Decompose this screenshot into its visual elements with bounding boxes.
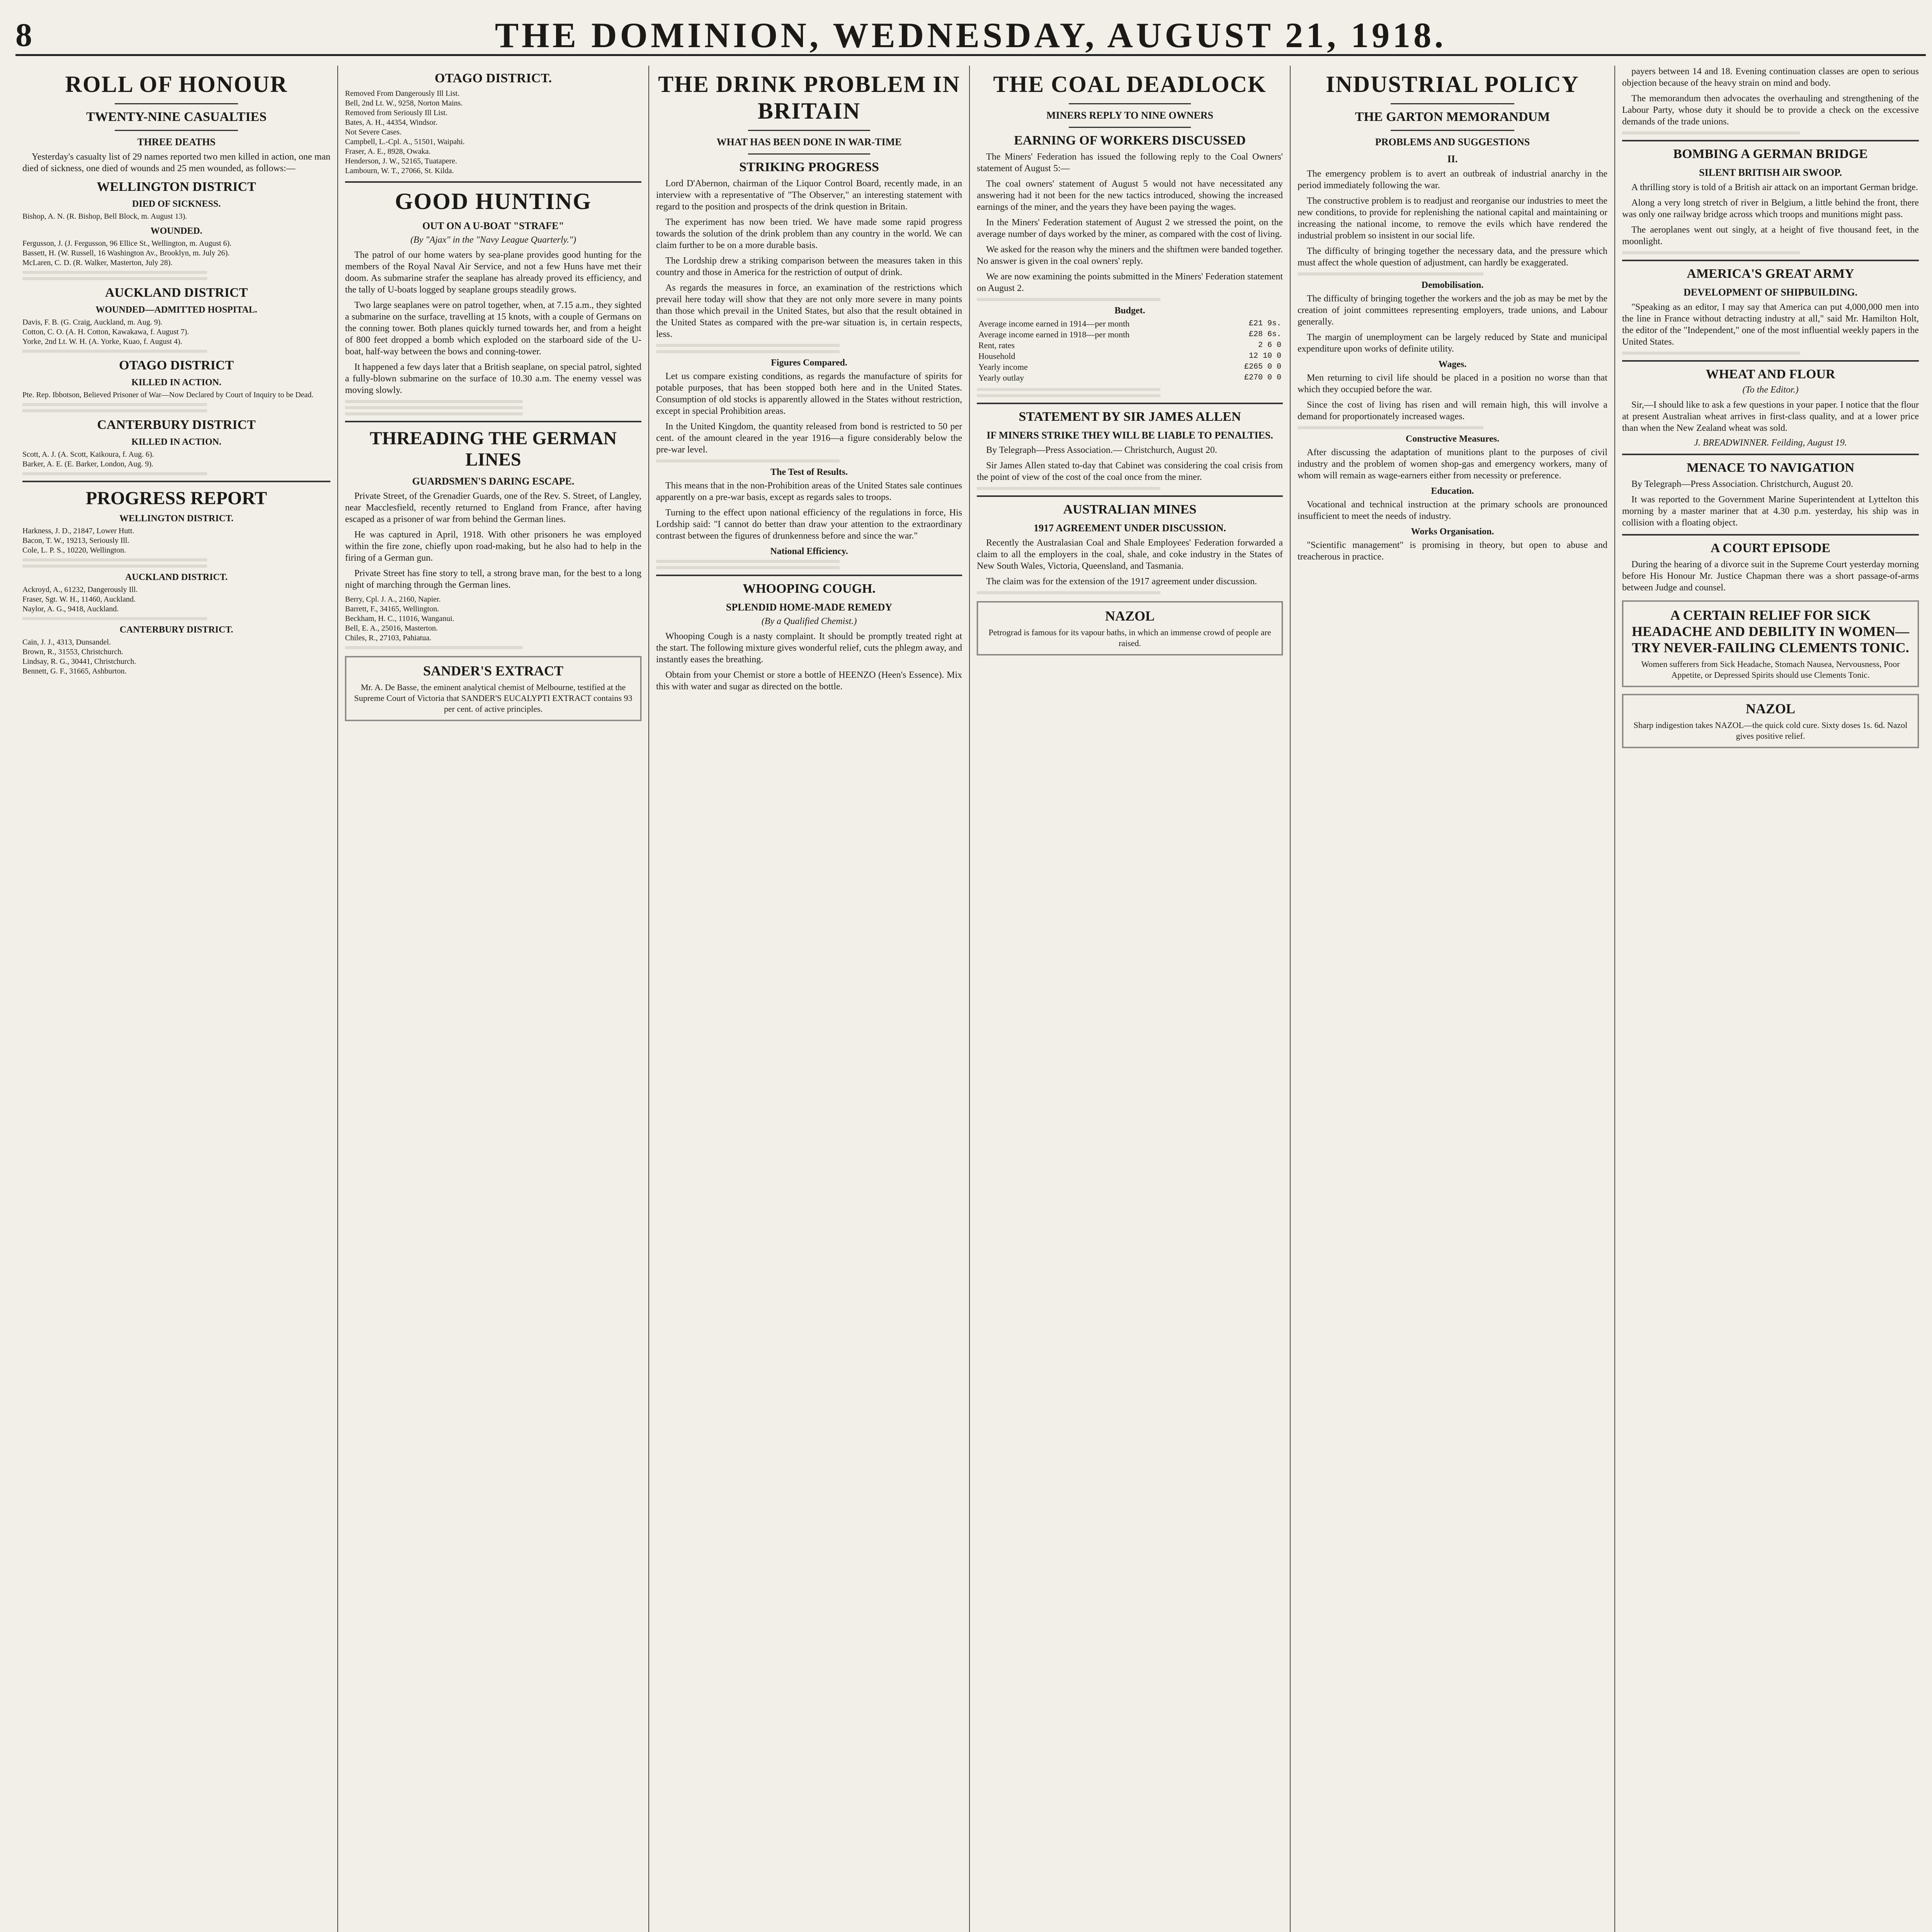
section-heading: OTAGO DISTRICT [119, 358, 234, 372]
list-item: Fergusson, J. (J. Fergusson, 96 Ellice St., Wellington, m. August 6). [22, 239, 232, 248]
text-filler [1622, 352, 1919, 355]
paragraph: Let us compare existing conditions, as regards the manufacture of spirits for potable purposes, that has been stopped both here and in the United States. Consumption of old stocks is apparently allowed in the States without restriction, except in special Prohibition areas. [656, 371, 962, 416]
list-item: Cotton, C. O. (A. H. Cotton, Kawakawa, f. August 7). [22, 328, 189, 336]
casualty-list [22, 390, 330, 400]
table-row [977, 351, 1283, 362]
text-filler [345, 412, 641, 415]
list-item: Bell, 2nd Lt. W., 9258, Norton Mains. [345, 99, 463, 107]
section-subheading: Figures Compared. [771, 358, 847, 368]
column-industrial-policy [1291, 66, 1615, 1932]
row-label: Household [978, 351, 1015, 361]
text-filler [656, 560, 962, 563]
divider [1391, 103, 1515, 104]
section-subheading: Demobilisation. [1421, 280, 1484, 290]
casualty-list [22, 318, 330, 347]
casualty-list [22, 450, 330, 469]
list-item: Cole, L. P. S., 10220, Wellington. [22, 546, 126, 554]
text-filler [22, 565, 330, 568]
text-filler [977, 487, 1283, 490]
subheadline: STRIKING PROGRESS [739, 160, 879, 174]
divider [1622, 360, 1919, 362]
paragraph: The claim was for the extension of the 1917 agreement under discussion. [986, 577, 1257, 587]
divider [345, 181, 641, 183]
text-filler [22, 350, 330, 353]
paragraph: The emergency problem is to avert an outbreak of industrial anarchy in the period immediately following the war. [1298, 169, 1607, 190]
section-subheading: AUCKLAND DISTRICT. [125, 572, 228, 582]
paragraph: Along a very long stretch of river in Belgium, a little behind the front, there was only one railway bridge across which troops and munitions might pass. [1622, 198, 1919, 219]
text-filler [345, 400, 641, 403]
text-filler [977, 394, 1283, 397]
list-item: Bell, E. A., 25016, Masterton. [345, 624, 438, 633]
section-subheading: The Test of Results. [770, 467, 848, 477]
casualty-list [22, 212, 330, 221]
ad-title: NAZOL [1745, 701, 1796, 716]
text-filler [22, 558, 330, 561]
section-subheading: Budget. [1114, 306, 1145, 316]
paragraph: The memorandum then advocates the overhauling and strengthening of the Labour Party, whose duty it should be to provide a check on the excessive demands of the trade unions. [1622, 94, 1919, 127]
row-value: £28 6s. [1248, 330, 1281, 339]
paragraph: The difficulty of bringing together the workers and the job as may be met by the creation of joint committees representing employers, trade unions, and Labour generally. [1298, 294, 1607, 327]
paragraph: This means that in the non-Prohibition areas of the United States sale continues apparently on a pre-war basis, except as regards sales to troops. [656, 481, 962, 502]
text-filler [22, 277, 330, 280]
list-item: Barrett, F., 34165, Wellington. [345, 605, 439, 613]
list-item: Lindsay, R. G., 30441, Christchurch. [22, 657, 136, 666]
text-filler [22, 472, 330, 475]
list-item: Lambourn, W. T., 27066, St. Kilda. [345, 167, 454, 175]
text-filler [22, 271, 330, 274]
column-roll-of-honour [15, 66, 338, 1932]
headline: A COURT EPISODE [1711, 541, 1830, 555]
list-item: Brown, R., 31553, Christchurch. [22, 648, 124, 656]
list-item: Henderson, J. W., 52165, Tuatapere. [345, 157, 457, 165]
paragraph: The constructive problem is to readjust and reorganise our industries to meet the new conditions, to provide for replenishing the national capital and maintaining or increasing the national income, to remove the evils which have rendered the industrial problem so insistent in our social life. [1298, 196, 1607, 241]
section-subheading: KILLED IN ACTION. [131, 437, 221, 447]
headline: INDUSTRIAL POLICY [1326, 71, 1579, 97]
subheadline: SILENT BRITISH AIR SWOOP. [1699, 167, 1842, 178]
section-subheading: CANTERBURY DISTRICT. [119, 625, 233, 635]
section-subheading: DIED OF SICKNESS. [132, 199, 221, 209]
columns [15, 66, 1926, 1932]
ad-text: Sharp indigestion takes NAZOL—the quick cold cure. Sixty doses 1s. 6d. Nazol gives positive relief. [1633, 720, 1908, 741]
headline: MENACE TO NAVIGATION [1687, 461, 1854, 475]
section-subheading: National Efficiency. [770, 546, 848, 556]
section-subheading: Wages. [1438, 359, 1467, 369]
subheadline: 1917 AGREEMENT UNDER DISCUSSION. [1034, 522, 1226, 534]
list-item: Removed from Seriously Ill List. [345, 109, 447, 117]
newspaper-banner: THE DOMINION, WEDNESDAY, AUGUST 21, 1918. [495, 15, 1447, 55]
list-item: Berry, Cpl. J. A., 2160, Napier. [345, 595, 441, 604]
list-item: Cain, J. J., 4313, Dunsandel. [22, 638, 111, 646]
divider [1069, 103, 1191, 104]
divider [1622, 260, 1919, 261]
byline: (By a Qualified Chemist.) [761, 616, 857, 626]
paragraph: The margin of unemployment can be largely reduced by State and municipal expenditure upon works of definite utility. [1298, 332, 1607, 354]
list-item: Bennett, G. F., 31665, Ashburton. [22, 667, 127, 675]
text-filler [22, 403, 330, 406]
paragraph: He was captured in April, 1918. With other prisoners he was employed within the fire zone, chiefly upon road-making, but he also had to help in the firing of a German gun. [345, 530, 641, 563]
masthead [15, 12, 1926, 56]
paragraph: Sir,—I should like to ask a few questions in your paper. I notice that the flour at present Australian wheat arrives in first-class quality, and at a lower price than when the New Zealand wheat was sold. [1622, 400, 1919, 433]
list-item: McLaren, C. D. (R. Walker, Masterton, July 28). [22, 259, 173, 267]
headline: ROLL OF HONOUR [65, 71, 288, 97]
paragraph: A thrilling story is told of a British air attack on an important German bridge. [1631, 182, 1918, 192]
subheadline: OUT ON A U-BOAT "STRAFE" [422, 220, 564, 231]
row-label: Average income earned in 1918—per month [978, 330, 1130, 339]
subheadline: TWENTY-NINE CASUALTIES [86, 110, 267, 124]
paragraph: It happened a few days later that a British seaplane, on special patrol, sighted a fully-blown submarine on the surface of 10.30 a.m. The enemy vessel was moving slowly. [345, 362, 641, 395]
section-subheading: WOUNDED. [150, 226, 202, 236]
paragraph: The experiment has now been tried. We have made some rapid progress towards the solution of the drink problem than any country in the world. We can claim further to be on a more durable basis. [656, 217, 962, 250]
subheadline: EARNING OF WORKERS DISCUSSED [1014, 133, 1246, 148]
section-subheading: Works Organisation. [1411, 527, 1494, 537]
table-row [977, 372, 1283, 383]
paragraph: After discussing the adaptation of munitions plant to the purposes of civil industry and the problem of women shop-gas and emergency workers, many of whom will remain as wage-earners either from necessity or preference. [1298, 447, 1607, 481]
advertisement [1622, 694, 1919, 748]
list-item: Fraser, Sgt. W. H., 11460, Auckland. [22, 595, 136, 604]
table-row [977, 362, 1283, 372]
paragraph: We asked for the reason why the miners and the shiftmen were banded together. No answer is given in the coal owners' reply. [977, 245, 1283, 266]
paragraph: Since the cost of living has risen and will remain high, this will involve a demand for proportionately increased wages. [1298, 400, 1607, 422]
divider [1622, 534, 1919, 536]
section-heading: WELLINGTON DISTRICT [97, 180, 256, 194]
divider [977, 403, 1283, 404]
list-item: Ackroyd, A., 61232, Dangerously Ill. [22, 585, 138, 594]
progress-list [345, 89, 641, 176]
section-subheading: Constructive Measures. [1405, 434, 1500, 444]
page-number: 8 [15, 16, 32, 53]
paragraph: The Lordship drew a striking comparison between the measures taken in this country and those in America for the restriction of output of drink. [656, 256, 962, 277]
text-filler [977, 591, 1283, 594]
row-value: £270 0 0 [1244, 373, 1281, 382]
subheadline: IF MINERS STRIKE THEY WILL BE LIABLE TO PENALTIES. [986, 430, 1273, 441]
subheadline: DEVELOPMENT OF SHIPBUILDING. [1683, 287, 1857, 298]
section-subheading: WOUNDED—ADMITTED HOSPITAL. [95, 305, 257, 315]
divider [115, 103, 238, 104]
text-filler [345, 406, 641, 409]
progress-list [22, 585, 330, 614]
text-filler [345, 646, 641, 649]
casualty-list [22, 239, 330, 268]
column-bombing-bridge [1615, 66, 1926, 1932]
divider [977, 495, 1283, 497]
paragraph: By Telegraph—Press Association. Christchurch, August 20. [1631, 479, 1853, 489]
subheadline: THE GARTON MEMORANDUM [1355, 110, 1550, 124]
divider [748, 130, 871, 131]
subheadline: SPLENDID HOME-MADE REMEDY [726, 602, 893, 613]
paragraph: In the United Kingdom, the quantity released from bond is restricted to 50 per cent. of the amount cleared in the year 1916—a figure considerably below the pre-war level. [656, 422, 962, 455]
progress-list [22, 526, 330, 555]
row-label: Rent, rates [978, 340, 1015, 350]
headline: THE COAL DEADLOCK [993, 71, 1267, 97]
list-item: Davis, F. B. (G. Craig, Auckland, m. Aug. 9). [22, 318, 163, 327]
divider [1391, 130, 1515, 131]
list-item: Bishop, A. N. (R. Bishop, Bell Block, m. August 13). [22, 212, 187, 221]
divider [345, 421, 641, 422]
headline: BOMBING A GERMAN BRIDGE [1673, 147, 1868, 161]
paragraph: The coal owners' statement of August 5 would not have necessitated any answering had it not been for the new tactics introduced, showing the increased earnings of the miner, and the years they have been paying the wages. [977, 179, 1283, 212]
list-item: Campbell, L.-Cpl. A., 51501, Waipahi. [345, 138, 465, 146]
row-label: Average income earned in 1914—per month [978, 319, 1130, 328]
divider [22, 481, 330, 482]
column-good-hunting [338, 66, 649, 1932]
ad-title: A CERTAIN RELIEF FOR SICK HEADACHE AND DEBILITY IN WOMEN—TRY NEVER-FAILING CLEMENTS TONIC. [1631, 607, 1910, 655]
list-item: Removed From Dangerously Ill List. [345, 89, 460, 98]
divider [1622, 454, 1919, 455]
divider [748, 153, 871, 155]
advertisement [1622, 600, 1919, 687]
row-value: £265 0 0 [1244, 362, 1281, 371]
paragraph: The aeroplanes went out singly, at a height of five thousand feet, in the moonlight. [1622, 225, 1919, 247]
list-item: Fraser, A. E., 8928, Owaka. [345, 147, 431, 156]
table-row [977, 318, 1283, 329]
list-item: Harkness, J. D., 21847, Lower Hutt. [22, 527, 134, 535]
progress-list [22, 638, 330, 676]
budget-table [977, 318, 1283, 383]
table-row [977, 329, 1283, 340]
text-filler [1298, 426, 1607, 429]
paragraph: "Scientific management" is promising in theory, but open to abuse and treacherous in practice. [1298, 540, 1607, 562]
row-value: 2 6 0 [1258, 341, 1281, 350]
list-item: Naylor, A. G., 9418, Auckland. [22, 605, 119, 613]
subheadline: PROBLEMS AND SUGGESTIONS [1375, 136, 1530, 148]
headline: STATEMENT BY SIR JAMES ALLEN [1019, 410, 1241, 424]
list-item: Bassett, H. (W. Russell, 16 Washington Av., Brooklyn, m. July 26). [22, 249, 230, 257]
text-filler [22, 409, 330, 412]
divider [115, 130, 238, 131]
text-filler [977, 298, 1283, 301]
advertisement [345, 656, 641, 721]
advertisement [977, 601, 1283, 655]
paragraph: "Speaking as an editor, I may say that America can put 4,000,000 men into the line in France without detracting industry at all," said Mr. Hamilton Holt, the editor of the "Independent," one of the most influential weekly papers in the United States. [1622, 302, 1919, 347]
headline: PROGRESS REPORT [85, 488, 267, 509]
text-filler [1298, 272, 1607, 276]
paragraph: Turning to the effect upon national efficiency of the regulations in force, His Lordship said: "I cannot do better than draw your attention to the extraordinary contrast between the figures of drunkenness before and since the war." [656, 508, 962, 541]
paragraph: By Telegraph—Press Association.— Christchurch, August 20. [986, 445, 1217, 455]
paragraph: As regards the measures in force, an examination of the restrictions which prevail here today will show that they are not only more severe in many points than those which prevail in the United States, but also that the result obtained in the United States as compared with the pre-war situation is, in certain respects, less. [656, 283, 962, 339]
ad-text: Petrograd is famous for its vapour baths, in which an immense crowd of people are raised. [988, 628, 1271, 648]
subheadline: MINERS REPLY TO NINE OWNERS [1046, 110, 1213, 121]
byline: (By "Ajax" in the "Navy League Quarterly.") [410, 235, 576, 245]
headline: WHOOPING COUGH. [743, 582, 876, 596]
section-number: II. [1447, 153, 1458, 165]
casualty-list [345, 595, 641, 643]
list-item: Scott, A. J. (A. Scott, Kaikoura, f. Aug. 6). [22, 450, 154, 459]
subheadline: GUARDSMEN'S DARING ESCAPE. [412, 476, 575, 487]
list-item: Beckham, H. C., 11016, Wanganui. [345, 614, 454, 623]
paragraph: Men returning to civil life should be placed in a position no worse than that which they occupied before the war. [1298, 373, 1607, 395]
paragraph: The patrol of our home waters by sea-plane provides good hunting for the members of the Royal Naval Air Service, and not a few Huns have met their doom. As submarine strafer the seaplane has already proved its efficiency, and the tally of U-boats logged by seaplane groups steadily grows. [345, 250, 641, 295]
paragraph: The Miners' Federation has issued the following reply to the Coal Owners' statement of August 5:— [977, 152, 1283, 173]
section-heading: OTAGO DISTRICT. [435, 71, 552, 85]
paragraph: Whooping Cough is a nasty complaint. It should be promptly treated right at the start. The following mixture gives wonderful relief, cuts the phlegm away, and instantly eases the breathing. [656, 631, 962, 665]
section-heading: AUCKLAND DISTRICT [105, 286, 248, 300]
text-filler [1622, 131, 1919, 134]
headline: GOOD HUNTING [395, 189, 592, 214]
paragraph: Sir James Allen stated to-day that Cabinet was considering the coal crisis from the point of view of the cost of the coal once from the miner. [977, 461, 1283, 482]
list-item: Chiles, R., 27103, Pahiatua. [345, 634, 432, 642]
subheadline: WHAT HAS BEEN DONE IN WAR-TIME [716, 136, 902, 148]
text-filler [656, 350, 962, 353]
section-subheading: Education. [1431, 486, 1474, 496]
text-filler [1622, 251, 1919, 254]
letter-signature: J. BREADWINNER. Feilding, August 19. [1694, 438, 1847, 448]
list-item: Barker, A. E. (E. Barker, London, Aug. 9). [22, 460, 153, 468]
row-value: £21 9s. [1248, 319, 1281, 328]
column-coal-deadlock [970, 66, 1291, 1932]
headline: THREADING THE GERMAN LINES [369, 428, 617, 470]
paragraph: Private Street has fine story to tell, a strong brave man, for the best to a long night of marching through the German lines. [345, 568, 641, 590]
ad-text: Women sufferers from Sick Headache, Stomach Nausea, Nervousness, Poor Appetite, or Depressed Spirits should use Clements Tonic. [1641, 659, 1900, 680]
ad-title: NAZOL [1105, 608, 1155, 624]
text-filler [656, 459, 962, 463]
text-filler [22, 617, 330, 620]
section-subheading: KILLED IN ACTION. [131, 378, 221, 388]
text-filler [656, 566, 962, 569]
headline: THE DRINK PROBLEM IN BRITAIN [658, 71, 960, 124]
row-value: 12 10 0 [1248, 352, 1281, 361]
paragraph: Private Street, of the Grenadier Guards, one of the Rev. S. Street, of Langley, near Macclesfield, recently returned to England from France, after having escaped as a prisoner of war from behind the German lines. [345, 491, 641, 524]
paragraph: Obtain from your Chemist or store a bottle of HEENZO (Heen's Essence). Mix this with water and sugar as directed on the bottle. [656, 670, 962, 692]
paragraph: Recently the Australasian Coal and Shale Employees' Federation forwarded a claim to all the employers in the coal, shale, and coke industry in the States of New South Wales, Victoria, Queensland, and Tasmania. [977, 538, 1283, 571]
list-item: Bates, A. H., 44354, Windsor. [345, 118, 437, 127]
table-row [977, 340, 1283, 351]
subheadline: THREE DEATHS [137, 136, 216, 148]
headline: WHEAT AND FLOUR [1706, 367, 1835, 381]
paragraph: Vocational and technical instruction at the primary schools are pronounced insufficient to meet the needs of industry. [1298, 500, 1607, 521]
text-filler [656, 344, 962, 347]
paragraph: Two large seaplanes were on patrol together, when, at 7.15 a.m., they sighted a submarine on the surface, travelling at 15 knots, with a couple of Germans on the conning tower. Both planes quickly turned towards her, and from a height of 800 feet dropped a bomb which exploded on the starboard side of the U-boat, half-way between the bows and conning-tower. [345, 300, 641, 357]
row-label: Yearly income [978, 362, 1028, 372]
headline: AUSTRALIAN MINES [1063, 502, 1197, 517]
list-item: Pte. Rep. Ibbotson, Believed Prisoner of War—Now Declared by Court of Inquiry to be Dead. [22, 391, 314, 399]
row-label: Yearly outlay [978, 373, 1024, 383]
headline: AMERICA'S GREAT ARMY [1687, 267, 1854, 281]
paragraph: Yesterday's casualty list of 29 names reported two men killed in action, one man died of sickness, one died of wounds and 25 men wounded, as follows:— [22, 152, 330, 173]
paragraph: payers between 14 and 18. Evening continuation classes are open to serious objection because of the heavy strain on mind and body. [1622, 66, 1919, 88]
paragraph: Lord D'Abernon, chairman of the Liquor Control Board, recently made, in an interview with a representative of "The Observer," an interesting statement with regard to the position and prospects of the drink question in Britain. [656, 179, 962, 212]
paragraph: The difficulty of bringing together the necessary data, and the pressure which must affect the whole question of adjustment, can hardly be exaggerated. [1298, 246, 1607, 268]
ad-text: Mr. A. De Basse, the eminent analytical chemist of Melbourne, testified at the Supreme Court of Victoria that SANDER'S EUCALYPTI EXTRACT contains 93 per cent. of active principles. [354, 682, 633, 714]
text-filler [977, 388, 1283, 391]
divider [656, 575, 962, 576]
section-heading: CANTERBURY DISTRICT [97, 418, 256, 432]
byline: (To the Editor.) [1742, 385, 1799, 395]
list-item: Yorke, 2nd Lt. W. H. (A. Yorke, Kuao, f. August 4). [22, 337, 182, 346]
paragraph: We are now examining the points submitted in the Miners' Federation statement on August 2. [977, 272, 1283, 293]
list-item: Not Severe Cases. [345, 128, 402, 136]
column-drink-problem [649, 66, 970, 1932]
paragraph: It was reported to the Government Marine Superintendent at Lyttelton this morning by a master mariner that at 4.30 p.m. yesterday, his ship was in collision with a floating object. [1622, 495, 1919, 528]
paragraph: In the Miners' Federation statement of August 2 we stressed the point, on the average number of days worked by the miner, as compared with the cost of living. [977, 218, 1283, 239]
divider [1069, 127, 1191, 128]
divider [1622, 140, 1919, 141]
paragraph: During the hearing of a divorce suit in the Supreme Court yesterday morning before His Honour Mr. Justice Chapman there was a short passage-of-arms between Judge and counsel. [1622, 560, 1919, 593]
ad-title: SANDER'S EXTRACT [423, 663, 564, 679]
section-subheading: WELLINGTON DISTRICT. [119, 514, 234, 524]
list-item: Bacon, T. W., 19213, Seriously Ill. [22, 536, 129, 545]
